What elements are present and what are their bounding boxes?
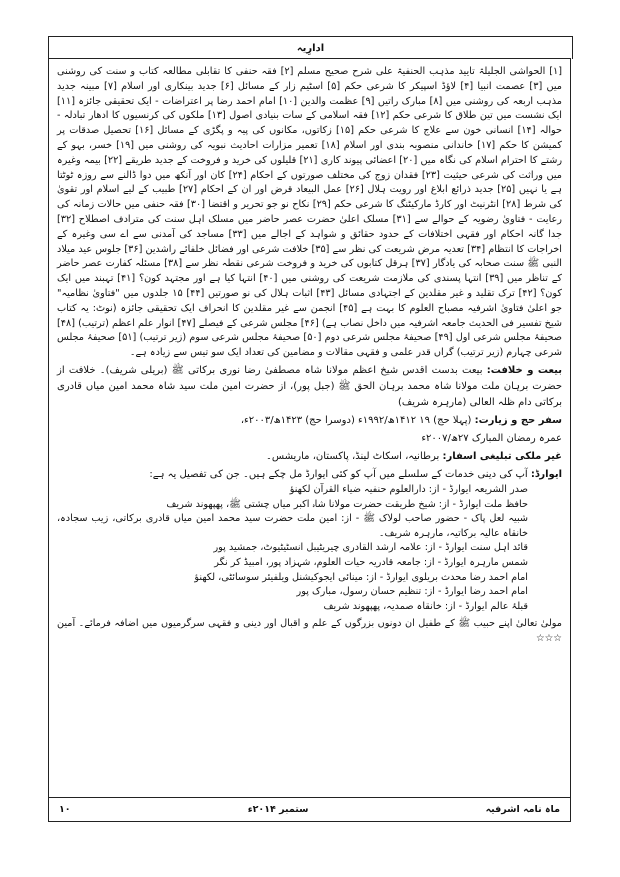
award-item: شمس مارہرہ ایوارڈ - از: جامعہ قادریہ حیات العلوم، شہزاد پور، امبیڈ کر نگر (214, 556, 528, 568)
section-title: ادارِیہ (296, 42, 325, 54)
hajj-label: سفر حج و زیارت: (474, 414, 562, 426)
issue-date: ستمبر ۲۰۱۴ء (247, 804, 309, 815)
award-item: امام احمد رضا محدث بریلوی ایوارڈ - از: مینائی ایجوکیشنل ویلفیئر سوسائٹی، لکھنؤ (194, 571, 528, 583)
hajj-section (57, 413, 562, 429)
hajj-text: (پہلا حج) ۱۹ ۱۴۱۲ھ/۱۹۹۲ء (دوسرا حج) ۱۴۲۳ھ/۲۰۰۳ء، (240, 414, 472, 426)
article-body (48, 58, 571, 798)
award-item: قبلۂ عالم ایوارڈ - از: خانقاہ صمدیہ، پھپھوند شریف (323, 600, 528, 612)
closing-prayer: مولیٰ تعالیٰ اپنے حبیب ﷺ کے طفیل ان دونوں بزرگوں کے علم و اقبال اور دینی و فقہی سرگرمیوں میں اضافہ فرمائے۔ آمین ☆☆☆ (57, 618, 562, 645)
page-footer (48, 798, 571, 822)
tours-label: غیر ملکی تبلیغی اسفار: (442, 450, 562, 462)
award-item: صدر الشریعہ ایوارڈ - از: دارالعلوم حنفیہ ضیاء القرآن لکھنؤ (289, 483, 528, 495)
works-list-paragraph: [۱] الحواشی الجلیلۃ تایید مذہب الحنفیۃ علی شرح صحیح مسلم [۲] فقہ حنفی کا تقابلی مطالعہ کتاب و سنت کی روشنی میں [۳] عصمت انبیا [۴] لاؤڈ اسپیکر کا شرعی حکم [۵] اسٹیم زار کے مسائل [۶] جدید بینکاری اور اسلام [۷] مبینہ جدید مذہب اربعہ کی روشنی میں [۸] مبارک راتیں [۹] عظمت والدین [۱۰] امام احمد رضا پر اعتراضات - ایک تحقیقی جائزہ [۱۱] ایک نشست میں تین طلاق کا شرعی حکم [۱۲] فقہ اسلامی کے سات بنیادی اصول [۱۳] ملکوں کی کرنسیوں کا ادھار تبادلہ - حوالہ [۱۴] انسانی خون سے علاج کا شرعی حکم [۱۵] زکاتوں، مکانوں کی پیہ و پگڑی کے مسائل [۱۶] تحصیل صدقات پر کمیشن کا حکم [۱۷] خاندانی منصوبہ بندی اور اسلام [۱۸] تعمیر مزارات احادیث نبویہ کی روشنی میں [۱۹] خسر، بہو کے رشتے کا احترام اسلام کی نگاہ میں [۲۰] اعضائی پیوند کاری [۲۱] قلیلوں کی خرید و فروخت کے جدید طریقے [۲۲] بیمہ وغیرہ میں وراثت کی شرعی حیثیت [۲۳] فقدان زوج کی مختلف صورتوں کے احکام [۲۴] کان اور آنکھ میں دوا ڈالنے سے روزہ ٹوٹتا ہے یا نہیں [۲۵] جدید ذرائع ابلاغ اور رویت ہلال [۲۶] عمل البیعاد قرض اور ان کے احکام [۲۷] طبیب کے لیے اسلام اور تقویٰ کی شرط [۲۸] انٹرنیٹ اور کارڈ مارکیٹنگ کا شرعی حکم [۲۹] نکاح نو جو تحریر و اقتضا [۳۰] فقہ حنفی میں حالات زمانہ کی رعایت - فتاویٰ رضویہ کے حوالے سے [۳۱] مسلک اعلیٰ حضرت عصر حاضر میں مسلک اہل سنت کی مترادف اصطلاح [۳۲] جدا گانہ احکام اور فقہی اختلافات کے حدود حقائق و شواہد کے اجالے میں [۳۳] مساجد کی آمدنی سے اے سی وغیرہ کے اخراجات کا انتظام [۳۴] تعدیہ مرض شریعت کی نظر سے [۳۵] خلافت شرعی اور فضائل خلفائے راشدین [۳۶] جلوس عید میلاد النبی ﷺ سنت صحابہ کی یادگار [۳۷] ہرقل کتابوں کی خرید و فروخت شرعی نقطہ نظر سے [۳۸] مسئلہ کفارت عصر حاضر کے تناظر میں [۳۹] انتہا پسندی کی ملازمت شریعت کی روشنی میں [۴۰] انتہا کیا ہے اور مجتہد کون؟ [۴۱] تہبند میں ایک کون؟ [۴۲] ترک تقلید و غیر مقلدین کے اجتہادی مسائل [۴۳] اثبات ہلال کی نو صورتیں [۴۴] ۱۵ جلدوں میں "فتاویٰ نظامیہ" جو اعلیٰ فتاویٰ اشرفیہ مصباح العلوم کا بہت ہے [۴۵] انجمن سے غیر مقلدین کا انحراف ایک تحقیقی جائزہ (نوٹ: یہ کتاب شیخ تفسیر فی الحدیث جامعہ اشرفیہ میں داخل نصاب ہے) [۴۶] مجلس شرعی کے فیصلے [۴۷] انوار علم اعظم (ترتیب) [۴۸] صحیفۂ مجلس شرعی اول [۴۹] صحیفۂ مجلس شرعی دوم [۵۰] صحیفۂ مجلس شرعی سوم (زیر ترتیب) [۵۱] صحیفۂ مجلس شرعی چہارم (زیر ترتیب) گراں قدر علمی و فقہی مقالات و مضامین کی تعداد ایک سو تیس سے زیادہ ہے۔ (57, 66, 563, 359)
award-item: حافظ ملت ایوارڈ - از: شیخ طریقت حضرت مولانا شاہ اکبر میاں چشتی ﷺ، پھپھوند شریف (166, 498, 528, 510)
awards-intro: آپ کی دینی خدمات کے سلسلے میں آپ کو کئی ایوارڈ مل چکے ہیں۔ جن کی تفصیل یہ ہے: (149, 468, 528, 480)
award-item: شبیہ لعل پاک - حضور صاحب لولاک ﷺ - از: امین ملت حضرت سید محمد امین میاں قادری برکاتی، زیب سجادہ، خانقاہ عالیہ برکاتیہ، مارہرہ شریف۔ (57, 513, 528, 539)
award-item: امام احمد رضا ایوارڈ - از: تنظیم حسان رسول، مبارک پور (296, 586, 528, 598)
bayat-label: بیعت و خلافت: (486, 364, 562, 376)
section-heading (48, 36, 573, 59)
tours-section (57, 449, 562, 465)
magazine-name: ماہ نامہ اشرفیہ (485, 804, 560, 815)
page-frame (48, 36, 571, 836)
awards-list (57, 483, 562, 614)
awards-section (57, 467, 562, 483)
bayat-text: بیعت بدست اقدس شیخ اعظم مولانا شاہ مصطفیٰ رضا نوری برکاتی ﷺ (بریلی شریف)۔ خلافت از حضرت برہان ملت مولانا شاہ محمد برہان الحق ﷺ (جبل پور)، از حضرت امین ملت سید شاہ محمد امین میاں قادری برکاتی دام ظلہ العالی (مارہرہ شریف) (57, 364, 562, 408)
award-item: قائد اہل سنت ایوارڈ - از: علامہ ارشد القادری چیریٹیبل انسٹیٹیوٹ، جمشید پور (213, 542, 528, 554)
umrah-text: عمرہ رمضان المبارک ۲۷ھ/۲۰۰۷ء (421, 432, 562, 444)
umrah-line (57, 431, 562, 447)
tours-text: برطانیہ، اسکاٹ لینڈ، پاکستان، ماریشس۔ (265, 450, 440, 462)
awards-label: ایوارڈ: (530, 468, 562, 480)
bayat-section (57, 363, 562, 411)
page-number: ۱۰ (59, 804, 71, 815)
